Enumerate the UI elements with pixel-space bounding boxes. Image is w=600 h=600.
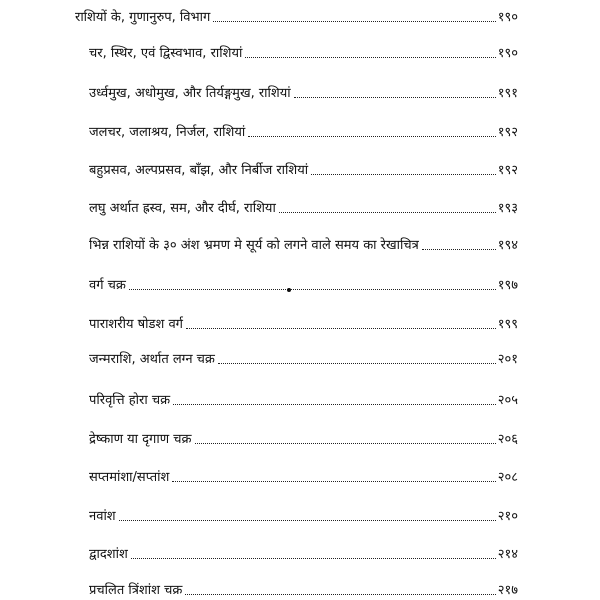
toc-entry-title: पाराशरीय षोडश वर्ग (89, 317, 183, 332)
toc-entry (0, 272, 600, 294)
toc-row (89, 40, 518, 62)
toc-entry-page: २१० (497, 509, 518, 524)
toc-row (89, 157, 518, 179)
toc-row (75, 4, 518, 26)
toc-entry (0, 346, 600, 368)
toc-entry (0, 387, 600, 409)
toc-entry (0, 119, 600, 141)
toc-entry-page: २०१ (497, 352, 518, 367)
toc-entry (0, 232, 600, 254)
toc-entry (0, 503, 600, 525)
toc-row (89, 311, 518, 333)
dot-leader (311, 174, 496, 175)
dot-leader (245, 57, 495, 58)
toc-entry-page: १९९ (497, 317, 518, 332)
toc-entry-page: १९२ (497, 125, 518, 140)
toc-entry-page: २०८ (497, 470, 518, 485)
toc-entry (0, 40, 600, 62)
toc-entry-title: बहुप्रसव, अल्पप्रसव, बाँझ, और निर्बीज राशियां (89, 163, 309, 178)
toc-row (89, 232, 518, 254)
dot-leader (422, 249, 496, 250)
toc-entry-title: सप्तमांशा/सप्तांश (89, 470, 170, 485)
toc-entry-page: १९३ (497, 201, 518, 216)
toc-entry (0, 195, 600, 217)
dot-leader (195, 443, 496, 444)
toc-row (89, 503, 518, 525)
toc-row (89, 541, 518, 563)
toc-entry-title: लघु अर्थात ह्रस्व, सम, और दीर्घ, राशिया (89, 201, 276, 216)
toc-entry-title: द्रेष्काण या दृगाण चक्र (89, 432, 192, 447)
dot-leader (185, 594, 495, 595)
toc-row (89, 387, 518, 409)
toc-entry-title: जलचर, जलाश्रय, निर्जल, राशियां (89, 125, 246, 140)
toc-entry-title: राशियों के, गुणानुरुप, विभाग (75, 10, 211, 25)
dot-leader (129, 289, 496, 290)
toc-entry-title: भिन्न राशियों के ३० अंश भ्रमण मे सूर्य को लगने वाले समय का रेखाचित्र (89, 238, 419, 253)
dot-leader (173, 404, 496, 405)
toc-entry-page: १९४ (497, 238, 518, 253)
toc-entry (0, 311, 600, 333)
toc-entry-page: १९१ (497, 86, 518, 101)
dot-leader (119, 520, 496, 521)
toc-row (89, 346, 518, 368)
toc-entry (0, 426, 600, 448)
toc-entry-title: जन्मराशि, अर्थात लग्न चक्र (89, 352, 215, 367)
toc-entry-page: २०६ (497, 432, 518, 447)
toc-entry-title: प्रचलित त्रिंशांश चक्र (89, 583, 183, 598)
toc-entry (0, 157, 600, 179)
dot-leader (294, 97, 496, 98)
toc-row (89, 426, 518, 448)
toc-entry-title: परिवृत्ति होरा चक्र (89, 393, 171, 408)
toc-entry (0, 4, 600, 26)
toc-entry-title: चर, स्थिर, एवं द्विस्वभाव, राशियां (89, 46, 243, 61)
toc-entry (0, 577, 600, 599)
dot-leader (218, 363, 496, 364)
toc-entry-page: २१७ (497, 583, 518, 598)
toc-entry-page: १९० (497, 10, 518, 25)
toc-entry-page: २०५ (497, 393, 518, 408)
dot-leader (248, 136, 495, 137)
toc-entry-page: १९० (497, 46, 518, 61)
toc-row (89, 119, 518, 141)
toc-entry (0, 541, 600, 563)
toc-entry-title: नवांश (89, 509, 116, 524)
dot-leader (131, 558, 496, 559)
toc-row (89, 577, 518, 599)
toc-entry-title: वर्ग चक्र (89, 278, 126, 293)
toc-row (89, 195, 518, 217)
toc-row (89, 80, 518, 102)
toc-entry (0, 80, 600, 102)
toc-entry-page: २१४ (497, 547, 518, 562)
dot-leader (279, 212, 496, 213)
toc-entry (0, 464, 600, 486)
toc-entry-title: उर्ध्वमुख, अधोमुख, और तिर्यङ्गमुख, राशियां (89, 86, 291, 101)
toc-entry-page: १९२ (497, 163, 518, 178)
dot-leader (213, 21, 495, 22)
toc-row (89, 464, 518, 486)
toc-entry-page: १९७ (497, 278, 518, 293)
dot-leader (172, 481, 495, 482)
toc-entry-title: द्वादशांश (89, 547, 128, 562)
toc-row (89, 272, 518, 294)
stray-ink-dot (287, 288, 291, 292)
dot-leader (186, 328, 496, 329)
